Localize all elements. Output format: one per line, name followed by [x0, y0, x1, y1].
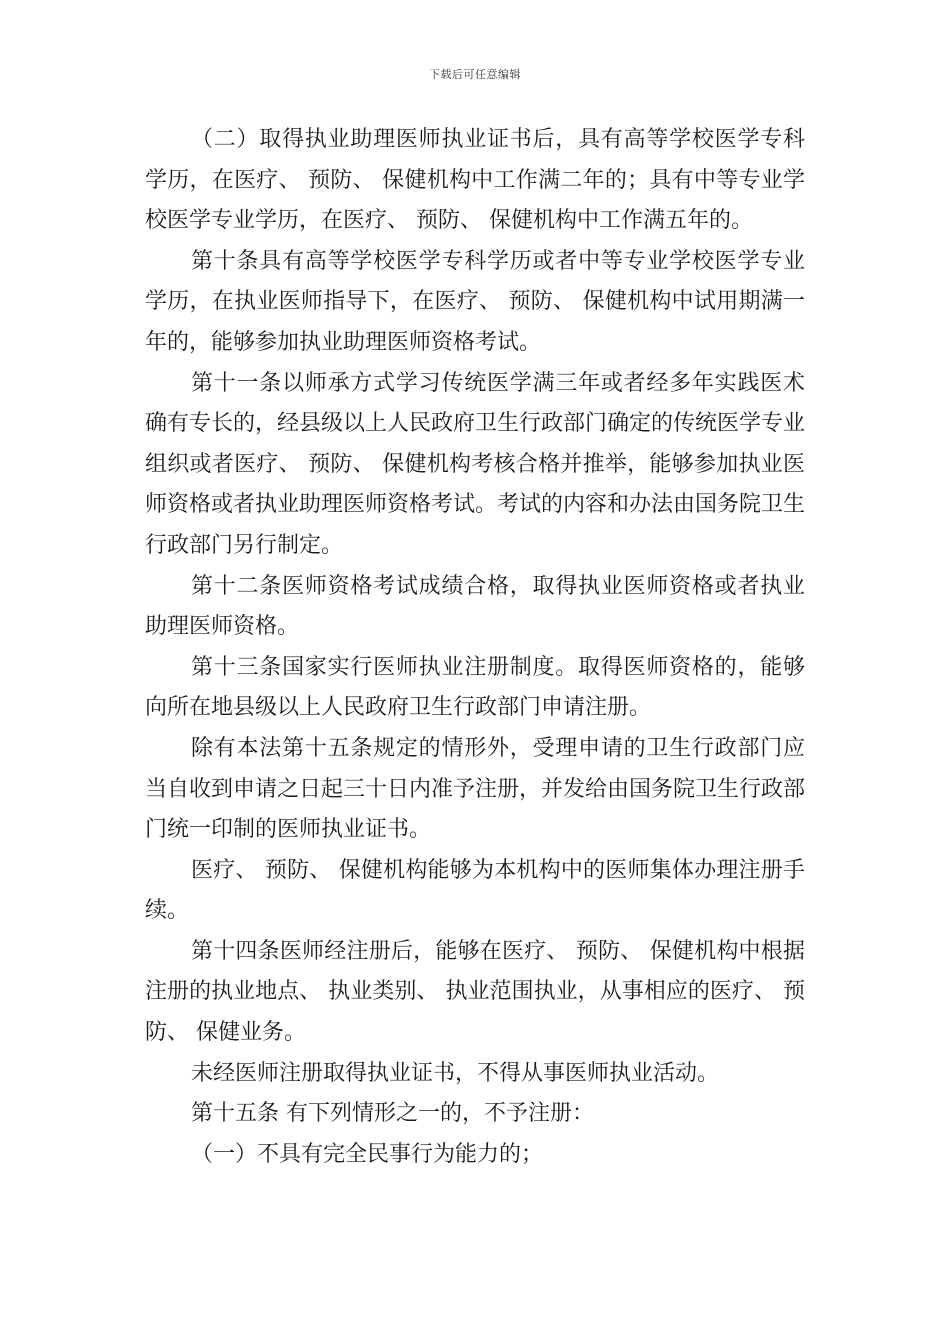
article-12: 第十二条医师资格考试成绩合格，取得执业医师资格或者执业助理医师资格。: [145, 573, 805, 640]
article-13-paragraph-3: 医疗、 预防、 保健机构能够为本机构中的医师集体办理注册手续。: [145, 857, 805, 924]
document-body: [145, 120, 805, 1175]
article-15-item-1: （一）不具有完全民事行为能力的；: [191, 1141, 544, 1167]
article-13: 第十三条国家实行医师执业注册制度。取得医师资格的，能够向所在地县级以上人民政府卫生行政部门申请注册。: [145, 654, 805, 721]
article-13-paragraph-2: 除有本法第十五条规定的情形外，受理申请的卫生行政部门应当自收到申请之日起三十日内准予注册，并发给由国务院卫生行政部门统一印制的医师执业证书。: [145, 735, 806, 843]
article-10: 第十条具有高等学校医学专科学历或者中等专业学校医学专业学历，在执业医师指导下，在医疗、 预防、 保健机构中试用期满一年的，能够参加执业助理医师资格考试。: [145, 248, 805, 355]
article-11: 第十一条以师承方式学习传统医学满三年或者经多年实践医术确有专长的，经县级以上人民政府卫生行政部门确定的传统医学专业组织或者医疗、 预防、 保健机构考核合格并推举，能够参加执业医师资格或者执业助理医师资格考试。考试的内容和办法由国务院卫生行政部门另行制定。: [145, 370, 806, 558]
page-header: 下载后可任意编辑: [429, 68, 521, 81]
article-15: 第十五条 有下列情形之一的，不予注册：: [191, 1101, 594, 1127]
paragraph-item-2: （二）取得执业助理医师执业证书后，具有高等学校医学专科学历，在医疗、 预防、 保健机构中工作满二年的；具有中等专业学校医学专业学历，在医疗、 预防、 保健机构中工作满五年的。: [145, 127, 805, 234]
article-14-paragraph-2: 未经医师注册取得执业证书，不得从事医师执业活动。: [191, 1060, 720, 1086]
article-14: 第十四条医师经注册后，能够在医疗、 预防、 保健机构中根据注册的执业地点、 执业类别、 执业范围执业，从事相应的医疗、 预防、 保健业务。: [145, 938, 805, 1046]
